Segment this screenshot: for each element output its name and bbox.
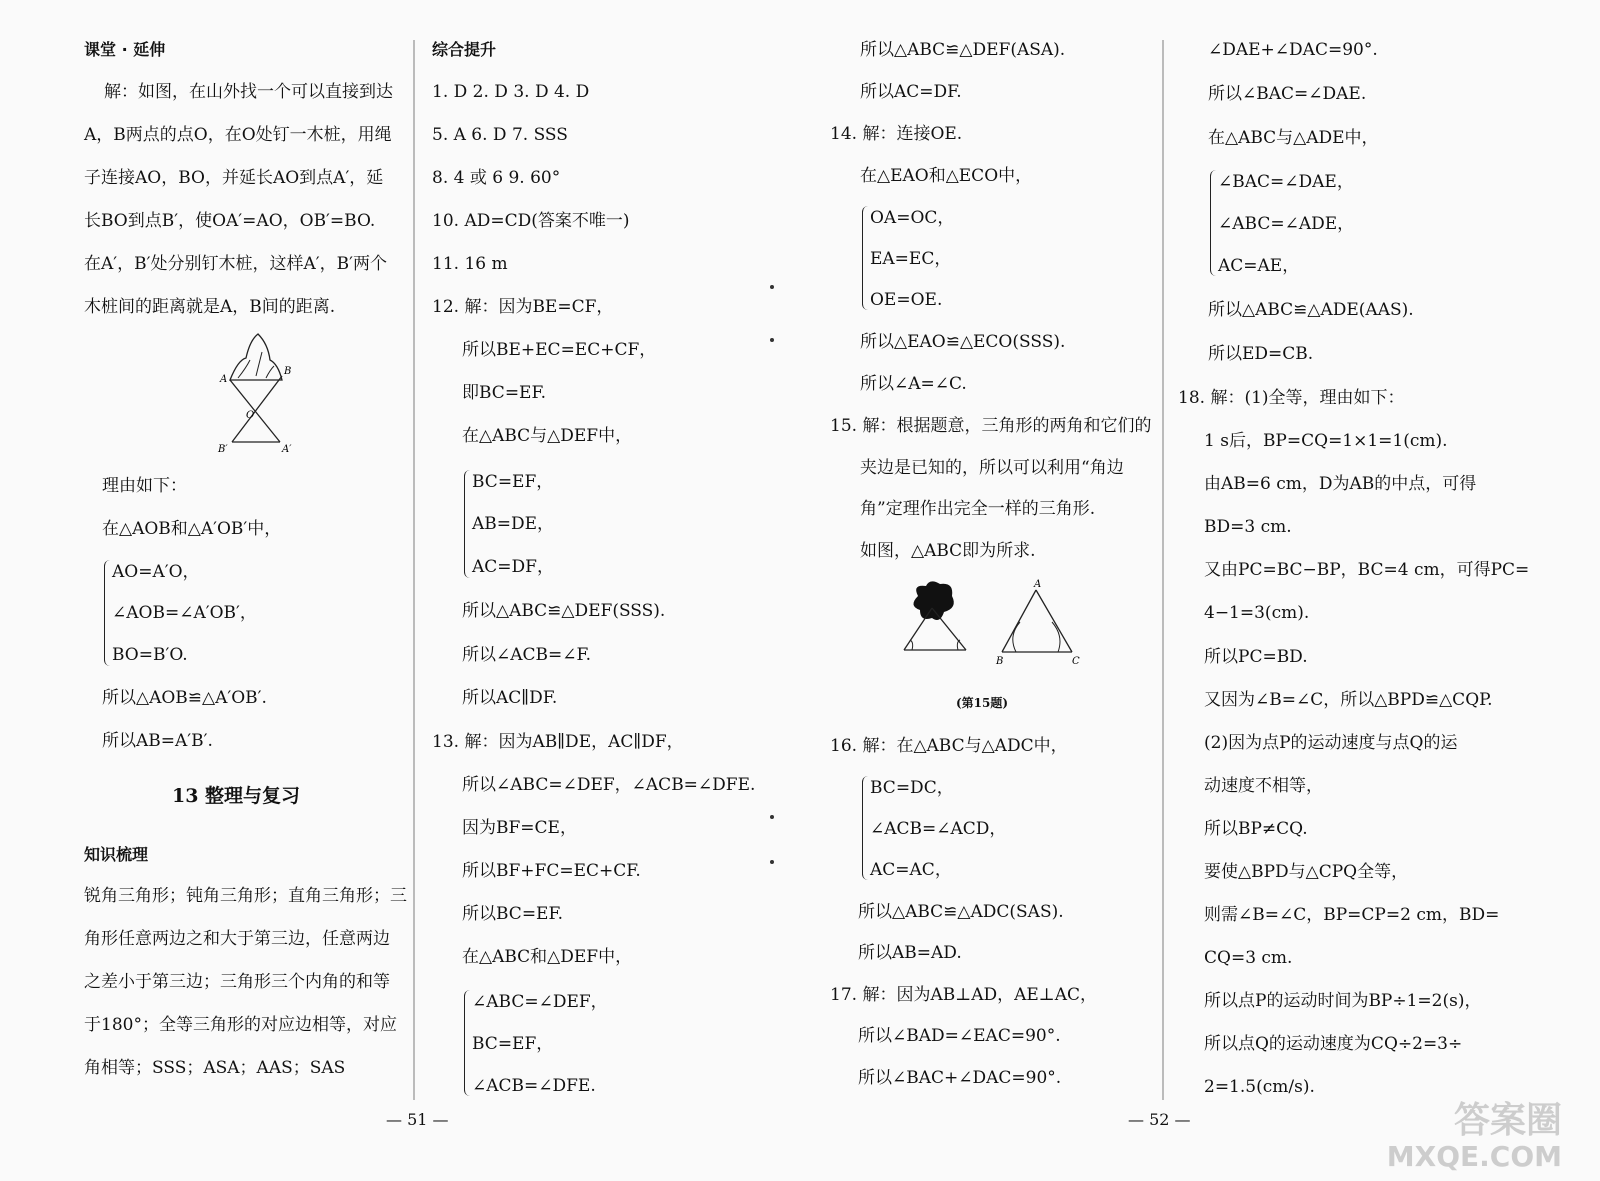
watermark-logo-text: 答案圈 [1453,1100,1562,1141]
system-brace [1210,170,1217,276]
answer-line: 所以∠ACB=∠F. [462,645,592,665]
answer-line: 2=1.5(cm/s). [1204,1077,1315,1097]
text-line: 于180°；全等三角形的对应边相等，对应 [84,1015,397,1035]
answer-line: 所以∠ABC=∠DEF，∠ACB=∠DFE. [462,775,756,795]
answer-line: 所以BF+FC=EC+CF. [462,861,641,881]
text-line: 长BO到点B′，使OA′=AO，OB′=BO. [84,211,376,231]
answer-line: 16. 解：在△ABC与△ADC中， [830,736,1068,756]
answer-line: 11. 16 m [432,254,508,274]
figure-caption: (第15题) [956,696,1009,710]
answer-line: 15. 解：根据题意，三角形的两角和它们的 [830,416,1152,436]
answer-line: CQ=3 cm. [1204,948,1293,968]
answer-line: 1. D 2. D 3. D 4. D [432,82,590,102]
answer-line: 由AB=6 cm，D为AB的中点，可得 [1204,474,1477,494]
answer-line: 角”定理作出完全一样的三角形. [860,499,1096,519]
answer-line: 要使△BPD与△CPQ全等， [1204,862,1409,882]
answer-line: 夹边是已知的，所以可以利用“角边 [860,458,1124,478]
answer-line: 4−1=3(cm). [1204,603,1310,623]
page-dot [770,338,774,342]
page-number-52: — 52 — [1128,1110,1191,1129]
equation: BO=B′O. [112,645,188,665]
answer-line: 所以AB=AD. [858,943,962,963]
text-line: 在△AOB和△A′OB′中， [102,519,282,539]
system-brace [862,776,869,880]
section-title: 13 整理与复习 [172,785,301,807]
system-brace [862,206,869,310]
fig-label-o: O [246,410,255,421]
answer-line: 所以∠BAC+∠DAC=90°. [858,1068,1062,1088]
text-line: 角形任意两边之和大于第三边，任意两边 [84,929,390,949]
answer-line: 动速度不相等， [1204,776,1323,796]
answer-line: 所以BE+EC=EC+CF， [462,340,657,360]
equation: ∠BAC=∠DAE， [1218,172,1354,192]
text-line: 所以AB=A′B′. [102,731,213,751]
answer-line: 14. 解：连接OE. [830,124,963,144]
fig-label-c: C [1072,656,1080,667]
answer-line: 所以点P的运动时间为BP÷1=2(s)， [1204,991,1482,1011]
equation: ∠ACB=∠ACD， [870,819,1007,839]
equation: ∠ABC=∠DEF， [472,992,608,1012]
answer-line: ∠DAE+∠DAC=90°. [1208,40,1378,60]
text-line: 在A′，B′处分别钉木桩，这样A′，B′两个 [84,254,387,274]
answer-line: 所以∠BAD=∠EAC=90°. [858,1026,1061,1046]
answer-line: 所以△ABC≌△DEF(ASA). [860,40,1066,60]
answer-line: 在△ABC与△DEF中， [462,426,633,446]
fig-label-a: A [1034,579,1042,590]
heading-ketang: 课堂 · 延伸 [84,40,166,59]
text-line: 所以△AOB≌△A′OB′. [102,688,267,708]
answer-line: 17. 解：因为AB⊥AD，AE⊥AC， [830,985,1098,1005]
column-divider [413,40,415,1100]
equation: AC=AC， [870,860,952,880]
equation: OA=OC， [870,208,955,228]
answer-line: 又由PC=BC−BP，BC=4 cm，可得PC= [1204,560,1530,580]
answer-line: 12. 解：因为BE=CF， [432,297,614,317]
answer-line: BD=3 cm. [1204,517,1292,537]
equation: ∠ABC=∠ADE， [1218,214,1355,234]
answer-line: 所以PC=BD. [1204,647,1308,667]
heading-zonghe: 综合提升 [432,40,497,59]
text-line: 角相等；SSS；ASA；AAS；SAS [84,1058,346,1078]
text-line: 子连接AO，BO，并延长AO到点A′，延 [84,168,384,188]
answer-line: 则需∠B=∠C，BP=CP=2 cm，BD= [1204,905,1500,925]
answer-line: 在△ABC与△ADE中， [1208,128,1379,148]
text-line: 木桩间的距离就是A，B间的距离. [84,297,336,317]
text-line: 之差小于第三边；三角形三个内角的和等 [84,972,390,992]
equation: BC=EF， [472,472,554,492]
answer-line: 所以AC=DF. [860,82,962,102]
equation: AO=A′O， [112,562,200,582]
system-brace [464,990,471,1096]
equation: ∠ACB=∠DFE. [472,1076,596,1096]
answer-line: 所以△ABC≌△DEF(SSS). [462,601,666,621]
answer-line: 所以BP≠CQ. [1204,819,1308,839]
equation: AC=AE， [1218,256,1300,276]
fig-label-a-prime: A′ [282,444,292,455]
page-number-51: — 51 — [386,1110,449,1129]
answer-line: 5. A 6. D 7. SSS [432,125,568,145]
page-dot [770,860,774,864]
answer-line: 所以点Q的运动速度为CQ÷2=3÷ [1204,1034,1463,1054]
answer-line: 所以∠BAC=∠DAE. [1208,84,1367,104]
text-line: 理由如下： [102,476,187,496]
watermark [1386,1100,1562,1175]
answer-line: 18. 解：(1)全等，理由如下： [1178,388,1405,408]
answer-line: 所以△EAO≌△ECO(SSS). [860,332,1066,352]
page-dot [770,285,774,289]
triangle-construction-figure [896,578,1086,668]
answer-line: 1 s后，BP=CQ=1×1=1(cm). [1204,431,1448,451]
column-divider [1162,40,1164,1100]
equation: OE=OE. [870,290,943,310]
system-brace [104,560,111,666]
answer-line: 所以ED=CB. [1208,344,1314,364]
watermark-url: MXQE.COM [1386,1140,1562,1173]
answer-line: 8. 4 或 6 9. 60° [432,168,561,188]
fig-label-b: B [996,656,1004,667]
answer-line: 13. 解：因为AB∥DE，AC∥DF， [432,732,684,752]
text-line: 锐角三角形；钝角三角形；直角三角形；三 [84,886,407,906]
answer-line: 在△ABC和△DEF中， [462,947,633,967]
heading-zhishi: 知识梳理 [84,845,149,864]
fig-label-b-prime: B′ [218,444,228,455]
equation: ∠AOB=∠A′OB′， [112,603,257,623]
equation: AB=DE， [472,514,555,534]
answer-line: 在△EAO和△ECO中， [860,166,1033,186]
system-brace [464,470,471,578]
fig-label-a: A [220,374,228,385]
answer-line: 10. AD=CD(答案不唯一) [432,211,630,231]
answer-line: 因为BF=CE， [462,818,577,838]
equation: AC=DF， [472,557,554,577]
equation: BC=EF， [472,1034,554,1054]
answer-line: 所以△ABC≌△ADC(SAS). [858,902,1064,922]
fig-label-b: B [284,366,292,377]
answer-line: 所以∠A=∠C. [860,374,967,394]
mountain-figure [216,330,296,455]
answer-line: 即BC=EF. [462,383,547,403]
answer-line: 如图，△ABC即为所求. [860,541,1036,561]
answer-line: 所以AC∥DF. [462,688,558,708]
equation: EA=EC， [870,249,952,269]
answer-line: (2)因为点P的运动速度与点Q的运 [1204,733,1458,753]
text-line: A，B两点的点O，在O处钉一木桩，用绳 [84,125,392,145]
answer-line: 又因为∠B=∠C，所以△BPD≌△CQP. [1204,690,1493,710]
equation: BC=DC， [870,778,954,798]
answer-line: 所以BC=EF. [462,904,564,924]
answer-line: 所以△ABC≌△ADE(AAS). [1208,300,1414,320]
page-dot [770,815,774,819]
text-line: 解：如图，在山外找一个可以直接到达 [104,82,393,102]
